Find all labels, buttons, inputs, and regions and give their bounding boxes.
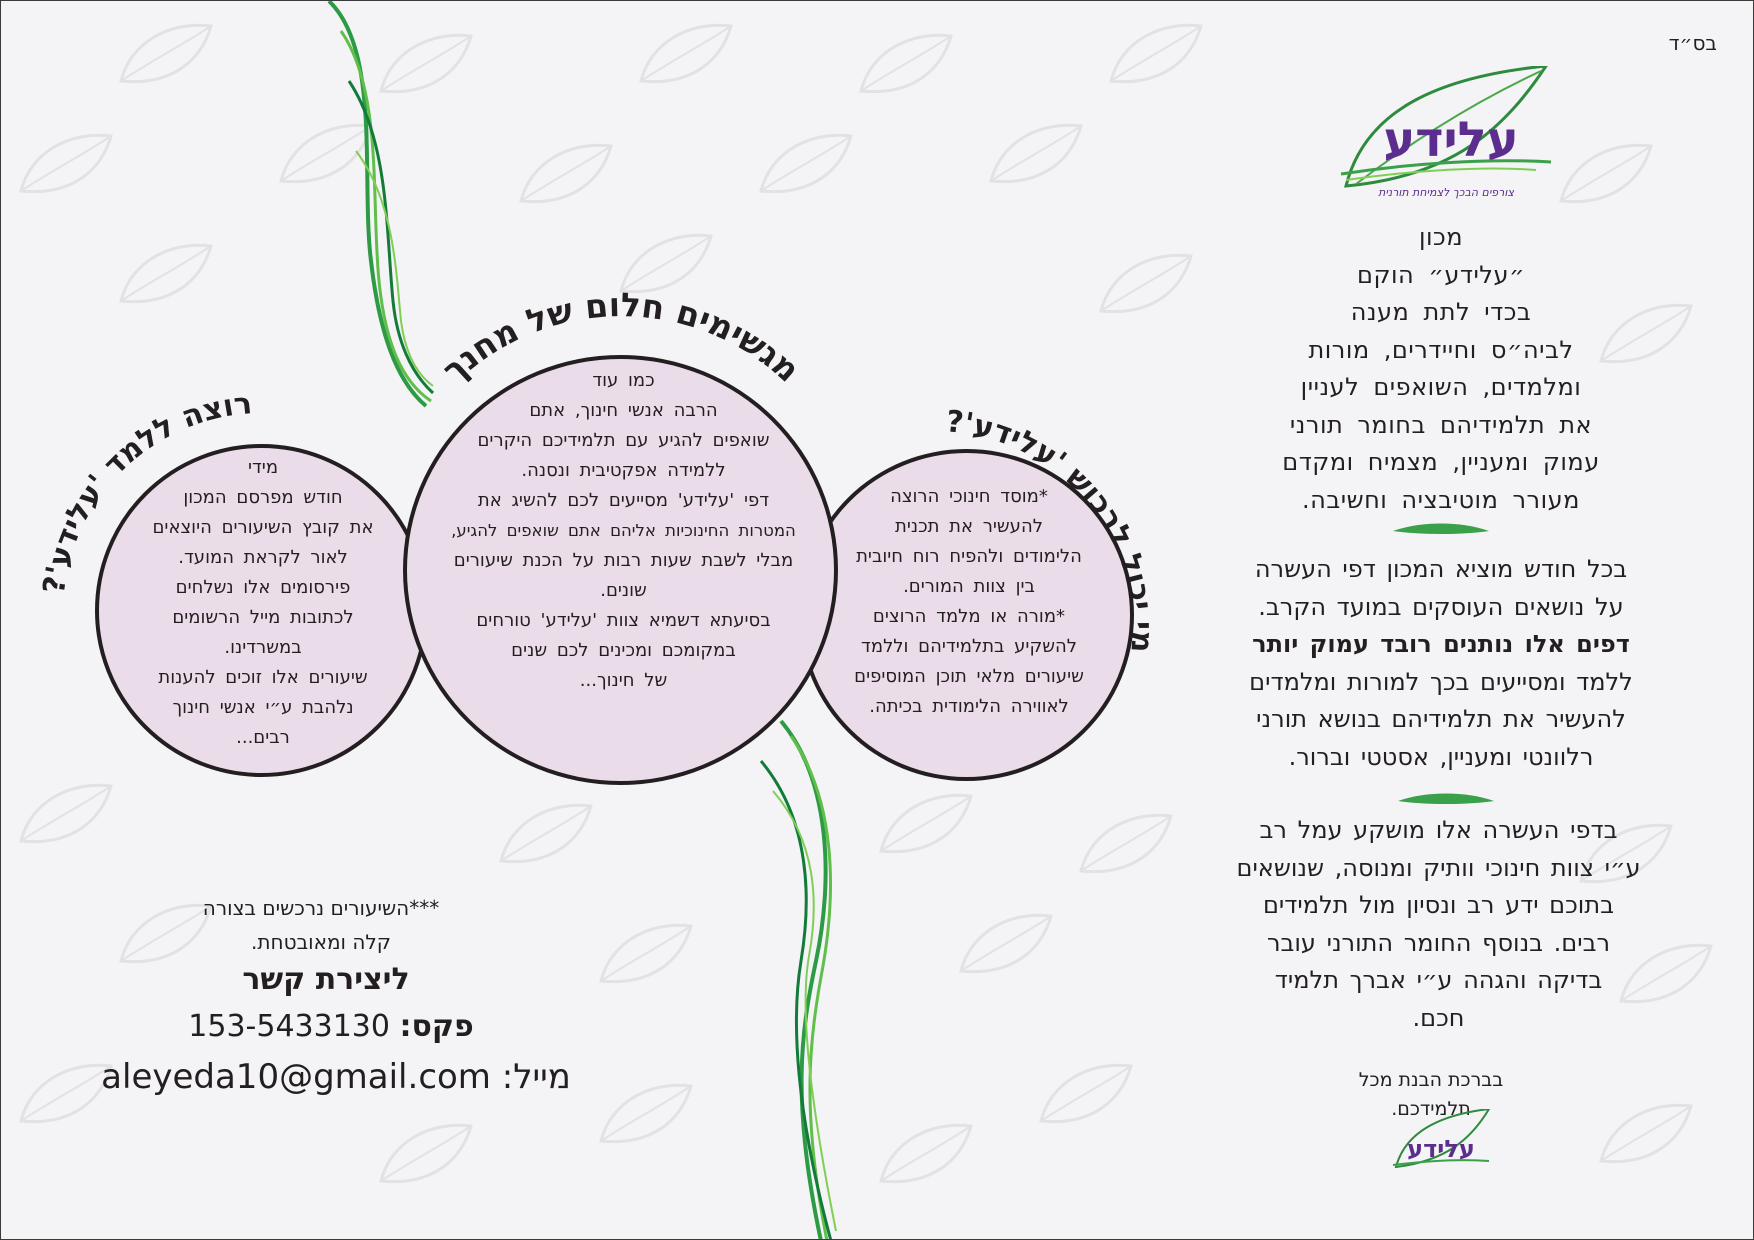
- circle-line: ללמידה אפקטיבית ונסנה.: [521, 460, 726, 481]
- circle-line: בסיעתא דשמיא צוות 'עלידע' טורחים: [476, 610, 771, 631]
- paragraph-line: דפים אלו נותנים רובד עמוק יותר: [1252, 630, 1630, 658]
- logo-text: עלידע: [1383, 112, 1519, 168]
- mail-line: [101, 1057, 571, 1097]
- circle-line: *מוסד חינוכי הרוצה: [890, 486, 1048, 507]
- circle-line: בין צוות המורים.: [903, 576, 1035, 597]
- intro-line: בכדי לתת מענה: [1350, 298, 1532, 326]
- intro-line: עמוק ומעניין, מצמיח ומקדם: [1282, 448, 1600, 476]
- circle-middle-text: [431, 366, 816, 696]
- paragraph-line: רלוונטי ומעניין, אסטטי וברור.: [1288, 742, 1594, 771]
- intro-line: לביה״ס וחיידרים, מורות: [1308, 335, 1574, 364]
- blessing-line: בברכת הבנת מכל: [1358, 1069, 1504, 1091]
- circle-line: לאור לקראת המועד.: [178, 547, 348, 568]
- circle-line: מבלי לשבת שעות רבות על הכנת שיעורים: [453, 550, 794, 571]
- circle-line: שיעורים אלו זוכים להענות: [158, 667, 368, 688]
- fax-label: פקס:: [399, 1009, 474, 1044]
- intro-line: מעורר מוטיבציה וחשיבה.: [1302, 485, 1580, 514]
- circle-line: פירסומים אלו נשלחים: [175, 577, 351, 598]
- paragraph-line: ע״י צוות חינוכי וותיק ומנוסה, שנושאים: [1236, 853, 1641, 882]
- purchase-note: [151, 891, 491, 959]
- circle-line: לאווירה הלימודית בכיתה.: [869, 696, 1069, 717]
- circle-line: במשרדינו.: [224, 637, 302, 658]
- circle-line: שונים.: [600, 580, 647, 601]
- circle-right-title-path: מי יכול לרכוש 'עלידע'?: [944, 404, 1160, 654]
- circle-line: את קובץ השיעורים היוצאים: [152, 517, 374, 538]
- circle-line: של חינוך...: [579, 670, 668, 691]
- paragraph-line: בכל חודש מוציא המכון דפי העשרה: [1254, 555, 1628, 583]
- paragraph-line: על נושאים העוסקים במועד הקרב.: [1258, 592, 1624, 621]
- intro-line: ומלמדים, השואפים לעניין: [1300, 373, 1582, 401]
- paragraph-line: להעשיר את תלמידיהם בנושא תורני: [1256, 705, 1626, 733]
- paragraph-line: ללמד ומסייעים בכך למורות ומלמדים: [1249, 667, 1633, 696]
- paragraph-line: רבים. בנוסף החומר התורני עובר: [1266, 928, 1611, 957]
- intro-line: ״עלידע״ הוקם: [1357, 260, 1525, 289]
- circle-line: להשקיע בתלמידיהם וללמד: [861, 636, 1077, 657]
- circle-middle-title-path: מגשימים חלום של מחנך: [434, 285, 808, 390]
- paragraph-line: בדפי העשרה אלו מושקע עמל רב: [1259, 816, 1618, 844]
- circle-line: דפי 'עלידע' מסייעים לכם להשיג את: [477, 490, 770, 511]
- circle-left-title-path: רוצה ללמד 'עלידע'?: [36, 386, 254, 596]
- circle-line: הלימודים ולהפיח רוח חיובית: [856, 546, 1082, 567]
- fax-line: [151, 1009, 511, 1044]
- circle-line: נלהבת ע״י אנשי חינוך: [172, 697, 354, 718]
- circle-line: *מורה או מלמד הרוצים: [872, 606, 1066, 627]
- intro-line: מכון: [1418, 223, 1464, 251]
- blessing-line: תלמידכם.: [1391, 1098, 1471, 1120]
- bsd-header: בס״ד: [1668, 31, 1717, 55]
- paragraph-line: חכם.: [1412, 1003, 1465, 1032]
- circle-line: כמו עוד: [592, 370, 655, 391]
- circle-line: שיעורים מלאי תוכן המוסיפים: [854, 666, 1084, 687]
- circle-line: חודש מפרסם המכון: [183, 487, 343, 508]
- circle-line: הרבה אנשי חינוך, אתם: [529, 400, 718, 421]
- circle-line: מידי: [247, 457, 279, 478]
- mail-address[interactable]: aleyeda10@gmail.com: [101, 1057, 491, 1097]
- circle-line: לכתובות מייל הרשומים: [172, 607, 354, 628]
- mail-label: מייל:: [501, 1057, 571, 1097]
- circle-line: שואפים להגיע עם תלמידיכם היקרים: [477, 430, 770, 451]
- contact-title: ליצירת קשר: [242, 962, 410, 997]
- logo-text: עלידע: [1407, 1135, 1475, 1163]
- fax-number: 153-5433130: [188, 1009, 390, 1044]
- circle-right-text: [829, 482, 1109, 722]
- circle-line: רבים...: [236, 727, 290, 748]
- circle-line: להעשיר את תכנית: [895, 516, 1043, 537]
- circle-line: במקומכם ומכינים לכם שנים: [511, 640, 736, 661]
- paragraph-line: בדיקה והגהה ע״י אברך תלמיד: [1274, 966, 1603, 994]
- paragraph-line: בתוכם ידע רב ונסיון מול תלמידים: [1263, 891, 1614, 919]
- logo-tagline: צורפים הבכך לצמיחת תורנית: [1378, 186, 1514, 199]
- intro-line: את תלמידיהם בחומר תורני: [1289, 410, 1593, 439]
- circle-line: המטרות החינוכיות אליהם אתם שואפים להגיע,: [451, 521, 796, 540]
- note-line: קלה ומאובטחת.: [251, 930, 391, 954]
- note-line: ***השיעורים נרכשים בצורה: [202, 896, 440, 920]
- circle-left-text: [129, 453, 397, 753]
